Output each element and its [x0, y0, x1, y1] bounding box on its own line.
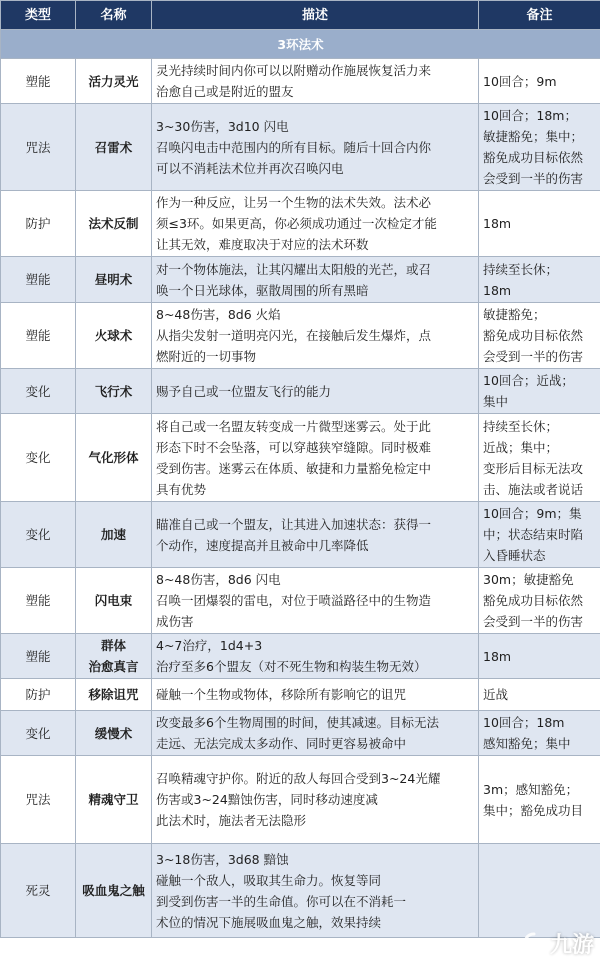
- spell-type-cell: 塑能: [1, 303, 76, 369]
- spell-desc-cell: 碰触一个生物或物体，移除所有影响它的诅咒: [152, 679, 479, 711]
- table-row: [1, 679, 600, 711]
- spell-desc-cell: 改变最多6个生物周围的时间，使其减速。目标无法 走远、无法完成太多动作、同时更容易被命中: [152, 711, 479, 756]
- spell-desc-cell: 召唤精魂守护你。附近的敌人每回合受到3~24光耀 伤害或3~24黯蚀伤害，同时移动速度减 此法术时，施法者无法隐形: [152, 756, 479, 844]
- spell-desc-cell: 3~30伤害，3d10 闪电 召唤闪电击中范围内的所有目标。随后十回合内你 可以不消耗法术位并再次召唤闪电: [152, 104, 479, 191]
- section-title: 3环法术: [1, 30, 600, 59]
- spell-type-cell: 变化: [1, 414, 76, 502]
- spell-desc-cell: 作为一种反应，让另一个生物的法术失效。法术必 须≤3环。如果更高，你必须成功通过一次检定才能 让其无效，难度取决于对应的法术环数: [152, 191, 479, 257]
- spell-note-cell: 持续至长休； 近战；集中； 变形后目标无法攻 击、施法或者说话: [479, 414, 600, 502]
- spell-type-cell: 塑能: [1, 59, 76, 104]
- spell-note-cell: 10回合；近战； 集中: [479, 369, 600, 414]
- spell-name-cell: 加速: [76, 502, 152, 568]
- spell-note-cell: 10回合；18m； 敏捷豁免；集中； 豁免成功目标依然 会受到一半的伤害: [479, 104, 600, 191]
- spell-name-cell: 召雷术: [76, 104, 152, 191]
- header-name: 名称: [76, 1, 152, 30]
- spell-type-cell: 死灵: [1, 844, 76, 938]
- spell-type-cell: 变化: [1, 711, 76, 756]
- spell-name-cell: 飞行术: [76, 369, 152, 414]
- spell-desc-cell: 3~18伤害，3d68 黯蚀 碰触一个敌人，吸取其生命力。恢复等同 到受到伤害一半的生命值。你可以在不消耗一 术位的情况下施展吸血鬼之触，效果持续: [152, 844, 479, 938]
- spell-name-cell: 闪电束: [76, 568, 152, 634]
- table-row: [1, 104, 600, 191]
- table-row: [1, 191, 600, 257]
- spell-type-cell: 咒法: [1, 756, 76, 844]
- spell-type-cell: 咒法: [1, 104, 76, 191]
- spell-type-cell: 塑能: [1, 634, 76, 679]
- spell-name-cell: 移除诅咒: [76, 679, 152, 711]
- table-row: [1, 711, 600, 756]
- table-row: [1, 568, 600, 634]
- spell-note-cell: 10回合；18m 感知豁免；集中: [479, 711, 600, 756]
- spell-name-cell: 活力灵光: [76, 59, 152, 104]
- spell-desc-cell: 8~48伤害，8d6 火焰 从指尖发射一道明亮闪光，在接触后发生爆炸，点 燃附近的一切事物: [152, 303, 479, 369]
- table-row: [1, 844, 600, 938]
- spell-type-cell: 防护: [1, 679, 76, 711]
- header-desc: 描述: [152, 1, 479, 30]
- table-row: [1, 756, 600, 844]
- spell-note-cell: 18m: [479, 191, 600, 257]
- table-row: [1, 257, 600, 303]
- spell-desc-cell: 4~7治疗，1d4+3 治疗至多6个盟友（对不死生物和构装生物无效）: [152, 634, 479, 679]
- spell-desc-cell: 赐予自己或一位盟友飞行的能力: [152, 369, 479, 414]
- spell-type-cell: 防护: [1, 191, 76, 257]
- spell-note-cell: 18m: [479, 634, 600, 679]
- header-row: [1, 1, 600, 30]
- spell-type-cell: 变化: [1, 502, 76, 568]
- spell-note-cell: 30m；敏捷豁免 豁免成功目标依然 会受到一半的伤害: [479, 568, 600, 634]
- table-row: [1, 634, 600, 679]
- spell-note-cell: 10回合；9m；集 中；状态结束时陷 入昏睡状态: [479, 502, 600, 568]
- spell-name-cell: 昼明术: [76, 257, 152, 303]
- spell-note-cell: 10回合；9m: [479, 59, 600, 104]
- spell-name-cell: 气化形体: [76, 414, 152, 502]
- header-note: 备注: [479, 1, 600, 30]
- spell-desc-cell: 瞄准自己或一个盟友，让其进入加速状态：获得一 个动作，速度提高并且被命中几率降低: [152, 502, 479, 568]
- spell-desc-cell: 8~48伤害，8d6 闪电 召唤一团爆裂的雷电，对位于喷溢路径中的生物造 成伤害: [152, 568, 479, 634]
- spell-desc-cell: 灵光持续时间内你可以以附赠动作施展恢复活力来 治愈自己或是附近的盟友: [152, 59, 479, 104]
- spell-desc-cell: 对一个物体施法，让其闪耀出太阳般的光芒，或召 唤一个日光球体，驱散周围的所有黑暗: [152, 257, 479, 303]
- spell-type-cell: 塑能: [1, 568, 76, 634]
- spell-name-cell: 吸血鬼之触: [76, 844, 152, 938]
- spell-note-cell: 3m；感知豁免； 集中；豁免成功目: [479, 756, 600, 844]
- table-row: [1, 414, 600, 502]
- spell-name-cell: 缓慢术: [76, 711, 152, 756]
- spell-type-cell: 变化: [1, 369, 76, 414]
- spell-note-cell: 近战: [479, 679, 600, 711]
- table-row: [1, 369, 600, 414]
- spell-note-cell: [479, 844, 600, 938]
- spell-name-cell: 群体 治愈真言: [76, 634, 152, 679]
- watermark-text: 九游: [549, 933, 594, 958]
- table-row: [1, 303, 600, 369]
- header-type: 类型: [1, 1, 76, 30]
- table-row: [1, 59, 600, 104]
- spell-desc-cell: 将自己或一名盟友转变成一片微型迷雾云。处于此 形态下时不会坠落，可以穿越狭窄缝隙。同时极难 受到伤害。迷雾云在体质、敏捷和力量豁免检定中 具有优势: [152, 414, 479, 502]
- spell-type-cell: 塑能: [1, 257, 76, 303]
- spell-name-cell: 精魂守卫: [76, 756, 152, 844]
- watermark-swirl-icon: [521, 931, 547, 957]
- spell-note-cell: 敏捷豁免； 豁免成功目标依然 会受到一半的伤害: [479, 303, 600, 369]
- section-row: [1, 30, 600, 59]
- table-row: [1, 502, 600, 568]
- spell-name-cell: 法术反制: [76, 191, 152, 257]
- spell-name-cell: 火球术: [76, 303, 152, 369]
- watermark-logo: [521, 928, 594, 959]
- spell-note-cell: 持续至长休； 18m: [479, 257, 600, 303]
